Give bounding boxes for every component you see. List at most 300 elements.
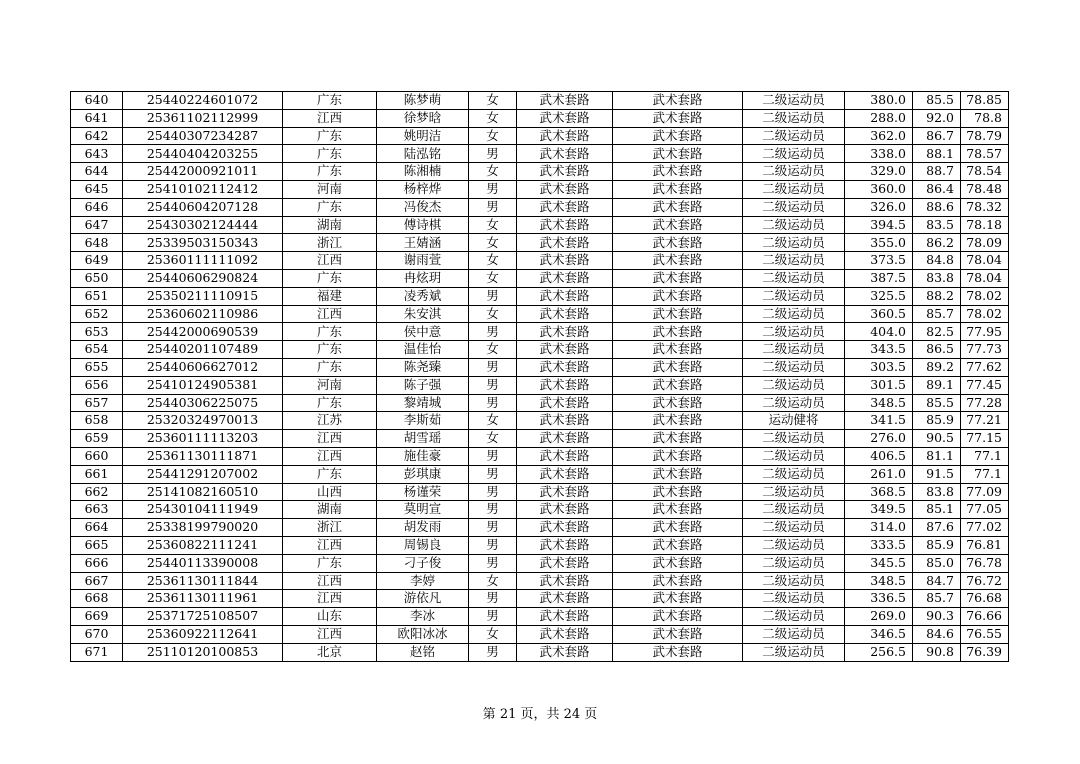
cell-event: 武术套路 — [517, 180, 613, 198]
cell-special-score: 86.4 — [913, 180, 961, 198]
cell-exam-id: 25360111111092 — [123, 252, 283, 270]
cell-gender: 女 — [469, 305, 517, 323]
cell-level: 二级运动员 — [743, 269, 845, 287]
cell-rank: 649 — [71, 252, 123, 270]
table-row — [71, 341, 1009, 359]
cell-sub-event: 武术套路 — [613, 216, 743, 234]
cell-exam-id: 25441291207002 — [123, 465, 283, 483]
cell-gender: 男 — [469, 198, 517, 216]
cell-event: 武术套路 — [517, 92, 613, 110]
cell-special-score: 85.7 — [913, 590, 961, 608]
table-row — [71, 127, 1009, 145]
cell-province: 山东 — [283, 608, 377, 626]
cell-level: 二级运动员 — [743, 145, 845, 163]
cell-total-score: 77.45 — [961, 376, 1009, 394]
table-row — [71, 572, 1009, 590]
cell-level: 二级运动员 — [743, 483, 845, 501]
cell-level: 二级运动员 — [743, 590, 845, 608]
cell-gender: 男 — [469, 465, 517, 483]
cell-rank: 644 — [71, 163, 123, 181]
cell-gender: 男 — [469, 394, 517, 412]
cell-event: 武术套路 — [517, 447, 613, 465]
cell-rank: 665 — [71, 536, 123, 554]
table-row — [71, 519, 1009, 537]
cell-score: 362.0 — [845, 127, 913, 145]
cell-special-score: 86.2 — [913, 234, 961, 252]
cell-total-score: 78.02 — [961, 305, 1009, 323]
cell-name: 刁子俊 — [377, 554, 469, 572]
cell-event: 武术套路 — [517, 519, 613, 537]
cell-event: 武术套路 — [517, 323, 613, 341]
cell-special-score: 84.8 — [913, 252, 961, 270]
cell-rank: 643 — [71, 145, 123, 163]
cell-score: 338.0 — [845, 145, 913, 163]
cell-gender: 男 — [469, 145, 517, 163]
cell-special-score: 85.7 — [913, 305, 961, 323]
table-row — [71, 412, 1009, 430]
cell-province: 广东 — [283, 394, 377, 412]
cell-rank: 656 — [71, 376, 123, 394]
cell-province: 湖南 — [283, 501, 377, 519]
cell-province: 江西 — [283, 109, 377, 127]
cell-sub-event: 武术套路 — [613, 305, 743, 323]
cell-level: 二级运动员 — [743, 430, 845, 448]
cell-rank: 652 — [71, 305, 123, 323]
cell-name: 陈尧臻 — [377, 358, 469, 376]
cell-level: 二级运动员 — [743, 608, 845, 626]
cell-total-score: 77.02 — [961, 519, 1009, 537]
cell-rank: 662 — [71, 483, 123, 501]
cell-event: 武术套路 — [517, 483, 613, 501]
cell-score: 368.5 — [845, 483, 913, 501]
table-row — [71, 269, 1009, 287]
cell-rank: 666 — [71, 554, 123, 572]
cell-name: 游依凡 — [377, 590, 469, 608]
cell-rank: 669 — [71, 608, 123, 626]
cell-score: 404.0 — [845, 323, 913, 341]
cell-gender: 女 — [469, 430, 517, 448]
cell-score: 346.5 — [845, 625, 913, 643]
cell-special-score: 92.0 — [913, 109, 961, 127]
cell-special-score: 88.1 — [913, 145, 961, 163]
cell-total-score: 78.09 — [961, 234, 1009, 252]
cell-event: 武术套路 — [517, 145, 613, 163]
cell-name: 杨梓烨 — [377, 180, 469, 198]
cell-special-score: 83.5 — [913, 216, 961, 234]
cell-rank: 661 — [71, 465, 123, 483]
cell-score: 329.0 — [845, 163, 913, 181]
cell-level: 二级运动员 — [743, 252, 845, 270]
cell-score: 373.5 — [845, 252, 913, 270]
cell-province: 广东 — [283, 358, 377, 376]
cell-score: 343.5 — [845, 341, 913, 359]
cell-province: 江西 — [283, 430, 377, 448]
cell-level: 二级运动员 — [743, 287, 845, 305]
cell-score: 348.5 — [845, 394, 913, 412]
cell-rank: 659 — [71, 430, 123, 448]
cell-exam-id: 25430302124444 — [123, 216, 283, 234]
cell-special-score: 85.9 — [913, 536, 961, 554]
cell-name: 欧阳冰冰 — [377, 625, 469, 643]
cell-province: 湖南 — [283, 216, 377, 234]
table-row — [71, 198, 1009, 216]
cell-score: 276.0 — [845, 430, 913, 448]
cell-special-score: 85.1 — [913, 501, 961, 519]
cell-province: 浙江 — [283, 234, 377, 252]
cell-sub-event: 武术套路 — [613, 501, 743, 519]
cell-score: 341.5 — [845, 412, 913, 430]
table-row — [71, 590, 1009, 608]
cell-event: 武术套路 — [517, 269, 613, 287]
cell-special-score: 90.5 — [913, 430, 961, 448]
cell-sub-event: 武术套路 — [613, 341, 743, 359]
cell-total-score: 78.32 — [961, 198, 1009, 216]
cell-sub-event: 武术套路 — [613, 554, 743, 572]
cell-province: 福建 — [283, 287, 377, 305]
cell-rank: 648 — [71, 234, 123, 252]
cell-rank: 646 — [71, 198, 123, 216]
cell-sub-event: 武术套路 — [613, 536, 743, 554]
cell-level: 二级运动员 — [743, 554, 845, 572]
cell-name: 朱安淇 — [377, 305, 469, 323]
table-row — [71, 216, 1009, 234]
cell-score: 256.5 — [845, 643, 913, 661]
cell-exam-id: 25410124905381 — [123, 376, 283, 394]
cell-total-score: 77.62 — [961, 358, 1009, 376]
cell-total-score: 77.73 — [961, 341, 1009, 359]
cell-event: 武术套路 — [517, 376, 613, 394]
cell-special-score: 81.1 — [913, 447, 961, 465]
cell-exam-id: 25360822111241 — [123, 536, 283, 554]
cell-special-score: 88.6 — [913, 198, 961, 216]
cell-total-score: 77.1 — [961, 465, 1009, 483]
cell-score: 387.5 — [845, 269, 913, 287]
cell-score: 348.5 — [845, 572, 913, 590]
cell-province: 广东 — [283, 145, 377, 163]
table-row — [71, 180, 1009, 198]
cell-name: 温佳怡 — [377, 341, 469, 359]
cell-province: 北京 — [283, 643, 377, 661]
cell-exam-id: 25440606627012 — [123, 358, 283, 376]
cell-exam-id: 25440224601072 — [123, 92, 283, 110]
cell-exam-id: 25440606290824 — [123, 269, 283, 287]
cell-sub-event: 武术套路 — [613, 465, 743, 483]
cell-special-score: 89.2 — [913, 358, 961, 376]
cell-level: 二级运动员 — [743, 305, 845, 323]
cell-province: 广东 — [283, 554, 377, 572]
cell-gender: 男 — [469, 358, 517, 376]
cell-level: 二级运动员 — [743, 643, 845, 661]
cell-total-score: 78.02 — [961, 287, 1009, 305]
cell-rank: 651 — [71, 287, 123, 305]
cell-score: 301.5 — [845, 376, 913, 394]
cell-total-score: 78.57 — [961, 145, 1009, 163]
cell-score: 269.0 — [845, 608, 913, 626]
cell-event: 武术套路 — [517, 536, 613, 554]
cell-event: 武术套路 — [517, 305, 613, 323]
cell-exam-id: 25360922112641 — [123, 625, 283, 643]
cell-total-score: 78.79 — [961, 127, 1009, 145]
table-row — [71, 358, 1009, 376]
cell-level: 二级运动员 — [743, 341, 845, 359]
cell-name: 傅诗棋 — [377, 216, 469, 234]
cell-gender: 男 — [469, 323, 517, 341]
cell-sub-event: 武术套路 — [613, 625, 743, 643]
table-row — [71, 323, 1009, 341]
cell-sub-event: 武术套路 — [613, 519, 743, 537]
cell-score: 303.5 — [845, 358, 913, 376]
cell-total-score: 77.09 — [961, 483, 1009, 501]
cell-special-score: 85.0 — [913, 554, 961, 572]
cell-gender: 男 — [469, 376, 517, 394]
cell-sub-event: 武术套路 — [613, 145, 743, 163]
table-row — [71, 252, 1009, 270]
cell-rank: 664 — [71, 519, 123, 537]
cell-total-score: 76.72 — [961, 572, 1009, 590]
footer-suffix: 页 — [580, 707, 598, 722]
cell-sub-event: 武术套路 — [613, 447, 743, 465]
cell-event: 武术套路 — [517, 127, 613, 145]
cell-exam-id: 25371725108507 — [123, 608, 283, 626]
cell-score: 349.5 — [845, 501, 913, 519]
cell-province: 广东 — [283, 323, 377, 341]
cell-event: 武术套路 — [517, 554, 613, 572]
cell-gender: 男 — [469, 554, 517, 572]
cell-event: 武术套路 — [517, 430, 613, 448]
cell-province: 浙江 — [283, 519, 377, 537]
cell-sub-event: 武术套路 — [613, 643, 743, 661]
cell-level: 二级运动员 — [743, 447, 845, 465]
cell-name: 胡发雨 — [377, 519, 469, 537]
cell-special-score: 90.8 — [913, 643, 961, 661]
cell-gender: 男 — [469, 519, 517, 537]
cell-exam-id: 25339503150343 — [123, 234, 283, 252]
cell-sub-event: 武术套路 — [613, 109, 743, 127]
cell-exam-id: 25440307234287 — [123, 127, 283, 145]
cell-exam-id: 25350211110915 — [123, 287, 283, 305]
cell-sub-event: 武术套路 — [613, 394, 743, 412]
cell-level: 二级运动员 — [743, 109, 845, 127]
cell-event: 武术套路 — [517, 412, 613, 430]
footer-current-page: 21 — [499, 707, 517, 722]
cell-name: 赵铭 — [377, 643, 469, 661]
cell-score: 336.5 — [845, 590, 913, 608]
cell-province: 江西 — [283, 625, 377, 643]
cell-exam-id: 25141082160510 — [123, 483, 283, 501]
cell-sub-event: 武术套路 — [613, 234, 743, 252]
cell-gender: 女 — [469, 163, 517, 181]
cell-score: 314.0 — [845, 519, 913, 537]
cell-exam-id: 25338199790020 — [123, 519, 283, 537]
cell-special-score: 85.9 — [913, 412, 961, 430]
cell-rank: 663 — [71, 501, 123, 519]
cell-level: 二级运动员 — [743, 180, 845, 198]
cell-exam-id: 25361102112999 — [123, 109, 283, 127]
cell-level: 运动健将 — [743, 412, 845, 430]
cell-total-score: 77.28 — [961, 394, 1009, 412]
cell-gender: 女 — [469, 216, 517, 234]
cell-level: 二级运动员 — [743, 501, 845, 519]
cell-event: 武术套路 — [517, 198, 613, 216]
table-row — [71, 234, 1009, 252]
cell-level: 二级运动员 — [743, 163, 845, 181]
cell-gender: 男 — [469, 447, 517, 465]
cell-sub-event: 武术套路 — [613, 180, 743, 198]
cell-total-score: 76.81 — [961, 536, 1009, 554]
cell-score: 360.5 — [845, 305, 913, 323]
cell-name: 李斯茹 — [377, 412, 469, 430]
cell-gender: 女 — [469, 234, 517, 252]
cell-level: 二级运动员 — [743, 625, 845, 643]
table-row — [71, 287, 1009, 305]
cell-name: 莫明宣 — [377, 501, 469, 519]
cell-sub-event: 武术套路 — [613, 269, 743, 287]
cell-level: 二级运动员 — [743, 519, 845, 537]
cell-province: 江西 — [283, 590, 377, 608]
cell-special-score: 88.2 — [913, 287, 961, 305]
cell-name: 徐梦晗 — [377, 109, 469, 127]
cell-province: 广东 — [283, 198, 377, 216]
table-row — [71, 554, 1009, 572]
cell-name: 李婷 — [377, 572, 469, 590]
cell-total-score: 78.18 — [961, 216, 1009, 234]
cell-special-score: 86.7 — [913, 127, 961, 145]
cell-exam-id: 25360111113203 — [123, 430, 283, 448]
cell-score: 380.0 — [845, 92, 913, 110]
cell-score: 345.5 — [845, 554, 913, 572]
cell-province: 广东 — [283, 127, 377, 145]
cell-name: 陆泓铭 — [377, 145, 469, 163]
cell-name: 侯中意 — [377, 323, 469, 341]
cell-exam-id: 25440113390008 — [123, 554, 283, 572]
table-row — [71, 643, 1009, 661]
cell-special-score: 90.3 — [913, 608, 961, 626]
cell-event: 武术套路 — [517, 501, 613, 519]
cell-gender: 女 — [469, 625, 517, 643]
cell-name: 陈湘楠 — [377, 163, 469, 181]
cell-level: 二级运动员 — [743, 572, 845, 590]
cell-gender: 男 — [469, 643, 517, 661]
cell-score: 406.5 — [845, 447, 913, 465]
cell-event: 武术套路 — [517, 625, 613, 643]
cell-event: 武术套路 — [517, 358, 613, 376]
cell-exam-id: 25430104111949 — [123, 501, 283, 519]
cell-sub-event: 武术套路 — [613, 92, 743, 110]
table-row — [71, 430, 1009, 448]
cell-special-score: 82.5 — [913, 323, 961, 341]
cell-name: 杨谨荣 — [377, 483, 469, 501]
cell-name: 冉炫玥 — [377, 269, 469, 287]
cell-gender: 女 — [469, 341, 517, 359]
cell-special-score: 87.6 — [913, 519, 961, 537]
cell-event: 武术套路 — [517, 572, 613, 590]
cell-event: 武术套路 — [517, 341, 613, 359]
cell-exam-id: 25410102112412 — [123, 180, 283, 198]
cell-exam-id: 25442000921011 — [123, 163, 283, 181]
cell-gender: 女 — [469, 127, 517, 145]
table-row — [71, 465, 1009, 483]
cell-event: 武术套路 — [517, 163, 613, 181]
cell-event: 武术套路 — [517, 287, 613, 305]
footer-total-pages: 24 — [563, 707, 581, 722]
cell-total-score: 78.8 — [961, 109, 1009, 127]
cell-score: 360.0 — [845, 180, 913, 198]
table-row — [71, 109, 1009, 127]
cell-total-score: 76.78 — [961, 554, 1009, 572]
cell-total-score: 77.21 — [961, 412, 1009, 430]
cell-total-score: 76.66 — [961, 608, 1009, 626]
cell-rank: 654 — [71, 341, 123, 359]
cell-exam-id: 25110120100853 — [123, 643, 283, 661]
cell-name: 施佳豪 — [377, 447, 469, 465]
cell-event: 武术套路 — [517, 608, 613, 626]
cell-special-score: 84.6 — [913, 625, 961, 643]
cell-total-score: 77.05 — [961, 501, 1009, 519]
cell-gender: 男 — [469, 501, 517, 519]
cell-total-score: 77.15 — [961, 430, 1009, 448]
cell-rank: 650 — [71, 269, 123, 287]
cell-sub-event: 武术套路 — [613, 430, 743, 448]
cell-total-score: 78.85 — [961, 92, 1009, 110]
cell-sub-event: 武术套路 — [613, 483, 743, 501]
cell-exam-id: 25442000690539 — [123, 323, 283, 341]
cell-exam-id: 25361130111961 — [123, 590, 283, 608]
cell-name: 王婧涵 — [377, 234, 469, 252]
table-row — [71, 608, 1009, 626]
cell-total-score: 76.55 — [961, 625, 1009, 643]
table-row — [71, 305, 1009, 323]
cell-province: 广东 — [283, 341, 377, 359]
cell-exam-id: 25440201107489 — [123, 341, 283, 359]
cell-province: 河南 — [283, 376, 377, 394]
cell-sub-event: 武术套路 — [613, 323, 743, 341]
cell-name: 陈梦萌 — [377, 92, 469, 110]
cell-province: 山西 — [283, 483, 377, 501]
cell-province: 广东 — [283, 92, 377, 110]
cell-event: 武术套路 — [517, 109, 613, 127]
cell-special-score: 89.1 — [913, 376, 961, 394]
table-row — [71, 483, 1009, 501]
cell-rank: 668 — [71, 590, 123, 608]
cell-sub-event: 武术套路 — [613, 163, 743, 181]
cell-special-score: 83.8 — [913, 269, 961, 287]
cell-sub-event: 武术套路 — [613, 608, 743, 626]
cell-score: 394.5 — [845, 216, 913, 234]
cell-total-score: 78.48 — [961, 180, 1009, 198]
cell-level: 二级运动员 — [743, 376, 845, 394]
cell-name: 姚明洁 — [377, 127, 469, 145]
table-row — [71, 394, 1009, 412]
cell-gender: 女 — [469, 269, 517, 287]
cell-name: 胡雪瑶 — [377, 430, 469, 448]
cell-province: 江西 — [283, 447, 377, 465]
cell-rank: 647 — [71, 216, 123, 234]
table-row — [71, 145, 1009, 163]
cell-level: 二级运动员 — [743, 358, 845, 376]
cell-event: 武术套路 — [517, 590, 613, 608]
cell-level: 二级运动员 — [743, 127, 845, 145]
cell-gender: 女 — [469, 412, 517, 430]
cell-province: 江苏 — [283, 412, 377, 430]
cell-gender: 女 — [469, 252, 517, 270]
cell-score: 355.0 — [845, 234, 913, 252]
cell-province: 江西 — [283, 305, 377, 323]
cell-rank: 653 — [71, 323, 123, 341]
table-row — [71, 536, 1009, 554]
cell-name: 彭琪康 — [377, 465, 469, 483]
cell-level: 二级运动员 — [743, 394, 845, 412]
table-body — [71, 92, 1009, 662]
